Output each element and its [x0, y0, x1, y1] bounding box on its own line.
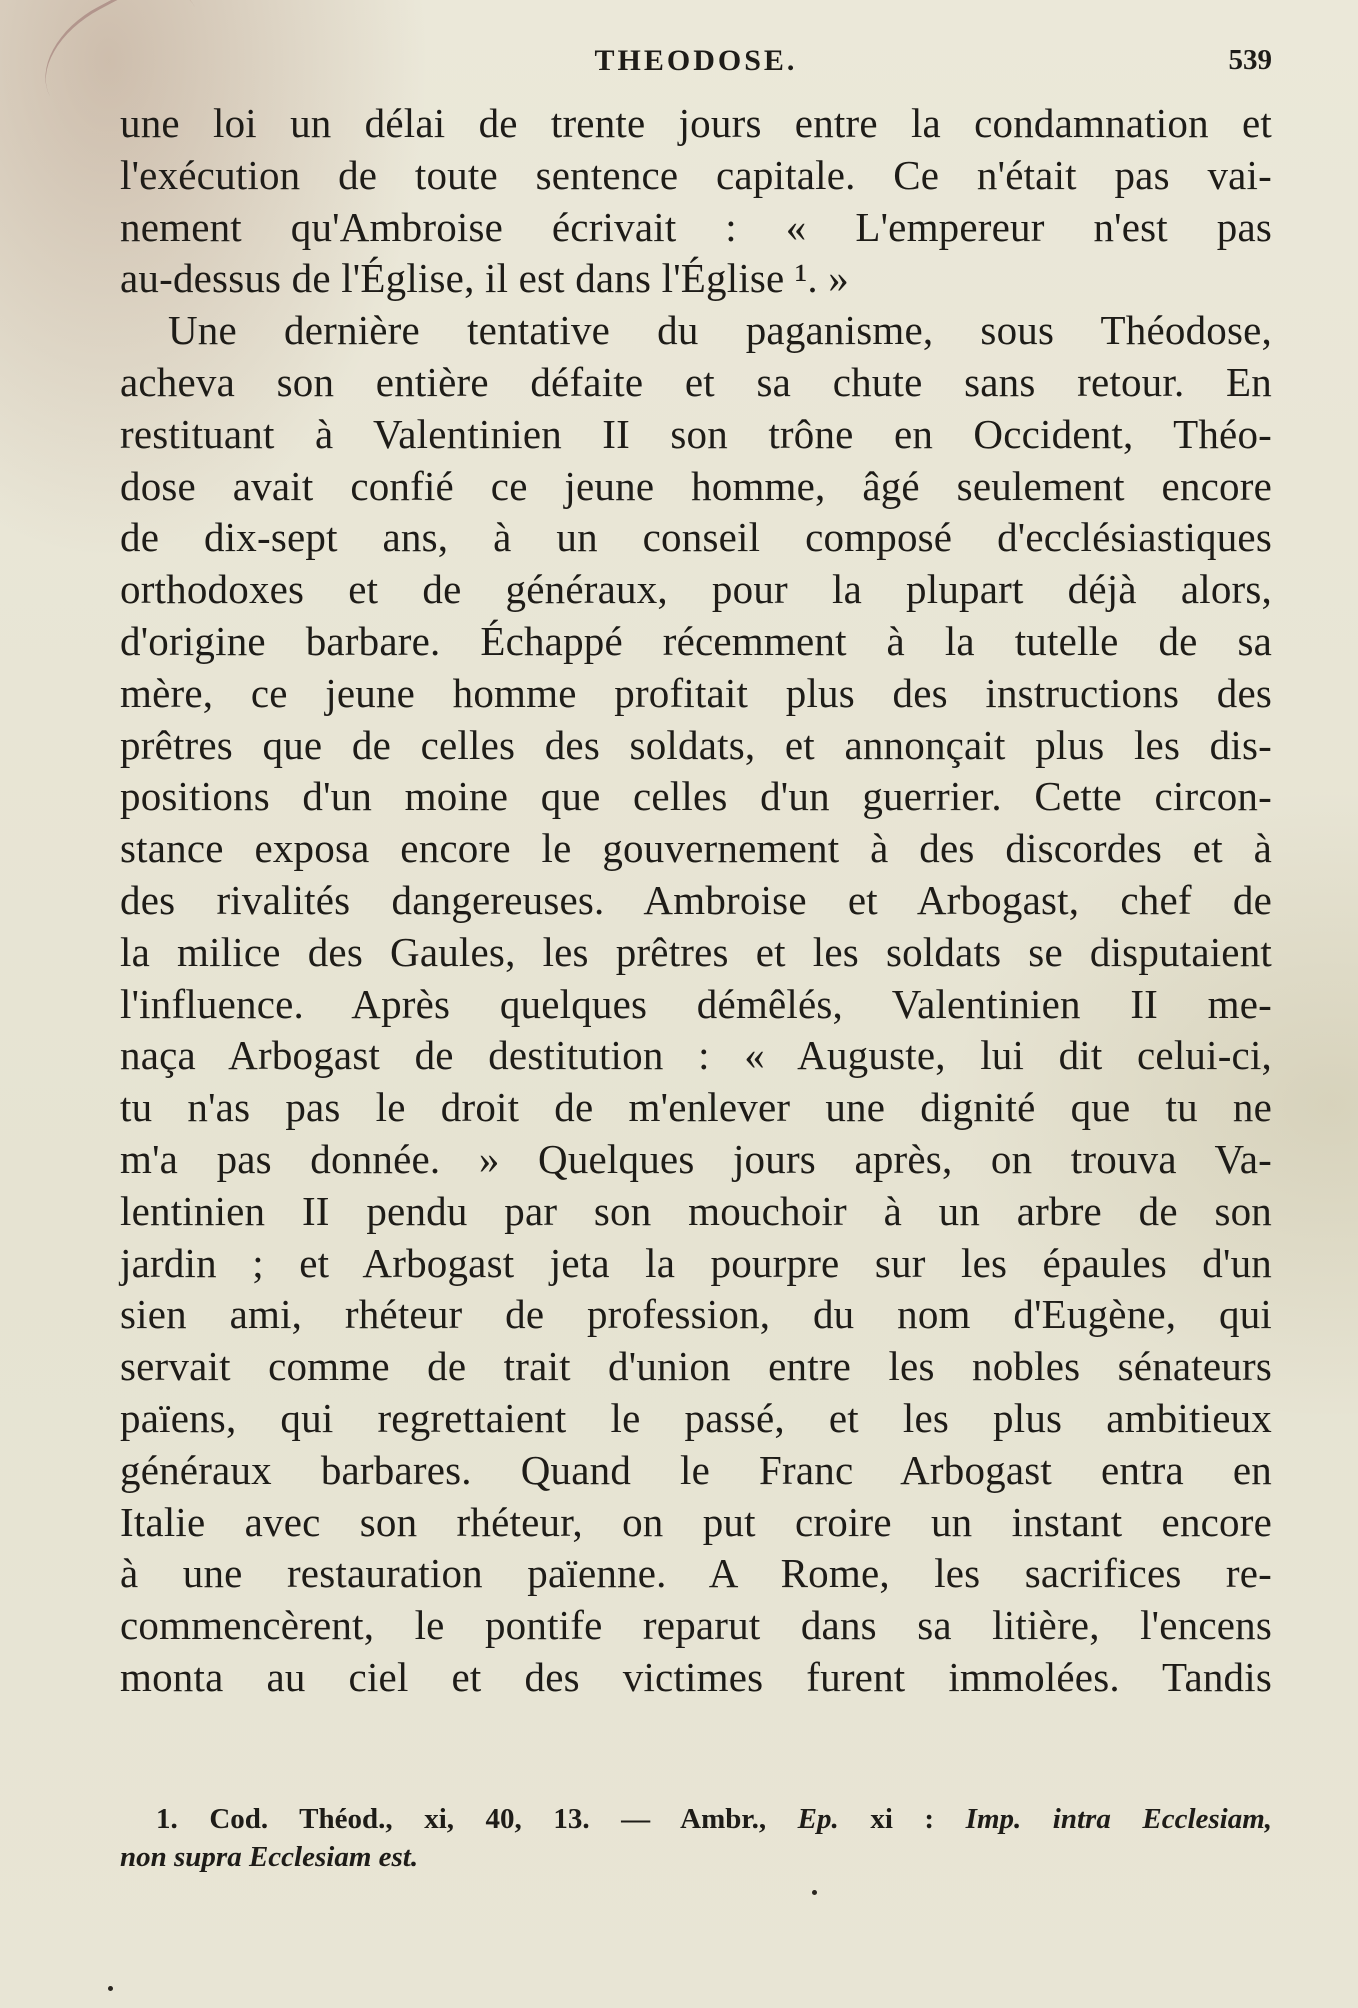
text-line: tu n'as pas le droit de m'enlever une dignité que tu ne	[120, 1084, 1272, 1131]
page-header	[120, 40, 1272, 84]
text-line: des rivalités dangereuses. Ambroise et Arbogast, chef de	[120, 876, 1272, 923]
footnote-source: Cod. Théod., xi, 40, 13. —	[209, 1803, 651, 1835]
text-line: la milice des Gaules, les prêtres et les soldats se disputaient	[120, 928, 1272, 975]
footnote-quote-end: non supra Ecclesiam est.	[120, 1841, 419, 1873]
footnote-source-ambr: Ambr.,	[680, 1803, 767, 1835]
text-line: dose avait confié ce jeune homme, âgé seulement encore	[120, 462, 1272, 509]
footnote-quote: Imp. intra Ecclesiam,	[965, 1803, 1273, 1835]
body-text	[120, 98, 1272, 1704]
text-line: païens, qui regrettaient le passé, et les plus ambitieux	[120, 1394, 1272, 1441]
text-line: sien ami, rhéteur de profession, du nom d'Eugène, qui	[120, 1291, 1272, 1338]
text-line: mère, ce jeune homme profitait plus des instructions des	[120, 669, 1272, 716]
ink-speck	[812, 1890, 817, 1895]
text-line: une loi un délai de trente jours entre la condamnation et	[120, 100, 1272, 146]
text-line: servait comme de trait d'union entre les nobles sénateurs	[120, 1343, 1272, 1390]
text-line: stance exposa encore le gouvernement à des discordes et à	[120, 825, 1272, 872]
ink-speck	[108, 1986, 113, 1991]
footnote-ep: Ep.	[797, 1803, 839, 1835]
text-line: au-dessus de l'Église, il est dans l'Église ¹. »	[120, 255, 850, 302]
text-line: commencèrent, le pontife reparut dans sa litière, l'encens	[120, 1602, 1272, 1649]
running-title: THEODOSE.	[594, 44, 798, 77]
page-number: 539	[1228, 44, 1272, 76]
text-line: orthodoxes et de généraux, pour la plupart déjà alors,	[120, 566, 1272, 613]
text-line: à une restauration païenne. A Rome, les sacrifices re-	[120, 1550, 1272, 1597]
footnote-line	[120, 1838, 1272, 1876]
text-line: restituant à Valentinien II son trône en Occident, Théo-	[120, 410, 1272, 457]
text-line: l'influence. Après quelques démêlés, Valentinien II me-	[120, 980, 1272, 1027]
footnote-line	[120, 1800, 1272, 1838]
paragraph-start-line: Une dernière tentative du paganisme, sous Théodose,	[168, 307, 1272, 354]
text-line: d'origine barbare. Échappé récemment à la tutelle de sa	[120, 617, 1272, 664]
text-line: l'exécution de toute sentence capitale. Ce n'était pas vai-	[120, 151, 1272, 198]
footnote-ep-ref: xi :	[870, 1803, 935, 1835]
text-line: Italie avec son rhéteur, on put croire un instant encore	[120, 1498, 1272, 1545]
text-line: généraux barbares. Quand le Franc Arbogast entra en	[120, 1446, 1272, 1493]
text-line: m'a pas donnée. » Quelques jours après, on trouva Va-	[120, 1135, 1272, 1182]
text-line: nement qu'Ambroise écrivait : « L'empereur n'est pas	[120, 203, 1272, 250]
footnote	[120, 1800, 1272, 1876]
text-line: positions d'un moine que celles d'un guerrier. Cette circon-	[120, 773, 1272, 820]
text-line: naça Arbogast de destitution : « Auguste, lui dit celui-ci,	[120, 1032, 1272, 1079]
text-line: prêtres que de celles des soldats, et annonçait plus les dis-	[120, 721, 1272, 768]
footnote-marker: 1.	[156, 1803, 178, 1835]
text-line: lentinien II pendu par son mouchoir à un arbre de son	[120, 1187, 1272, 1234]
text-line: jardin ; et Arbogast jeta la pourpre sur les épaules d'un	[120, 1239, 1272, 1286]
text-line: acheva son entière défaite et sa chute sans retour. En	[120, 358, 1272, 405]
text-line: de dix-sept ans, à un conseil composé d'ecclésiastiques	[120, 514, 1272, 561]
text-line: monta au ciel et des victimes furent immolées. Tandis	[120, 1653, 1272, 1700]
